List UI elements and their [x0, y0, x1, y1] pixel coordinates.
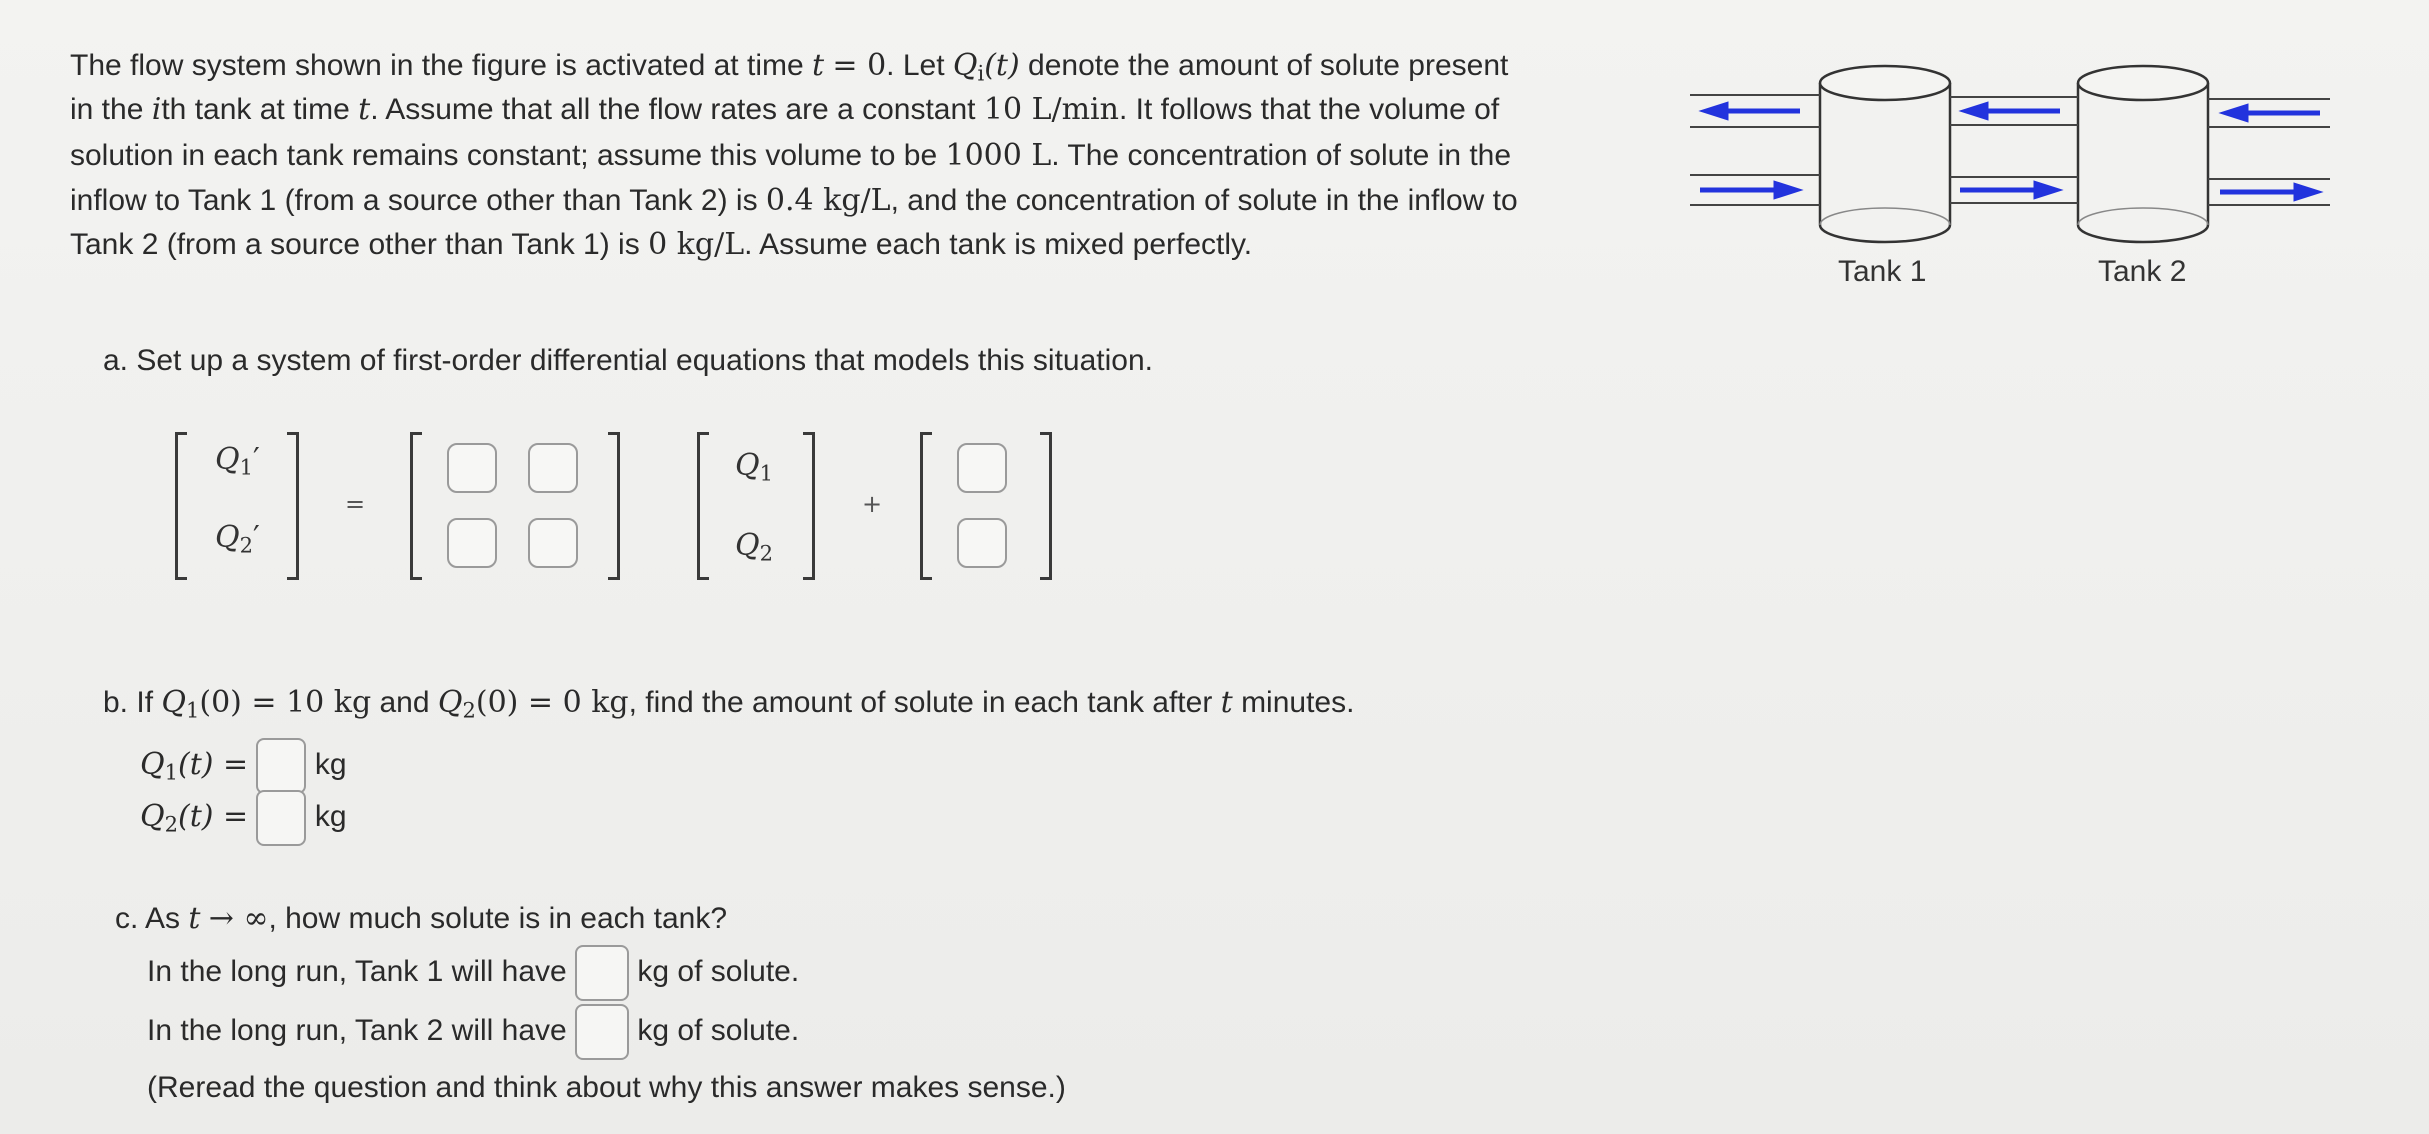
tank-2-drawing [2078, 66, 2208, 242]
intro-text: . Let [886, 49, 945, 82]
lhs-q1-prime: $Q_1'$ [215, 442, 260, 480]
bracket-right [1040, 432, 1052, 580]
unit-kg: kg [314, 800, 347, 833]
math-t: t [358, 92, 371, 127]
tank-2-label: Tank 2 [2098, 255, 2187, 288]
intro-line-1 [70, 45, 1508, 94]
bracket-left [697, 432, 709, 580]
q1-answer-row: $Q_1(t)$ = kg [140, 735, 347, 802]
intro-text: . It follows that the volume of [1118, 93, 1500, 126]
intro-text: th tank at time [161, 93, 350, 126]
q2-answer-input[interactable] [256, 790, 306, 846]
intro-line-5 [70, 224, 1252, 266]
tank1-longrun-input[interactable] [575, 945, 629, 1001]
intro-text: . Assume that all the flow rates are a constant [370, 93, 976, 126]
matrix-a11-input[interactable] [447, 443, 497, 493]
vec-q2: $Q_2$ [735, 528, 773, 566]
intro-text: solution in each tank remains constant; assume this volume to be [70, 139, 938, 172]
intro-line-2 [70, 89, 1499, 131]
flow-rate: 10 L/min [983, 92, 1119, 127]
concentration-2: 0 kg/L [648, 227, 745, 262]
bracket-right [608, 432, 620, 580]
vector-b1-input[interactable] [957, 443, 1007, 493]
part-b-prompt: b. If $Q_1(0) = 10$ kg and $Q_2(0) = 0$ kg, find the amount of solute in each tank after t minutes. [103, 685, 1355, 723]
intro-line-3 [70, 135, 1511, 177]
intro-line-4 [70, 180, 1518, 222]
unit-kg: kg [314, 748, 347, 781]
intro-text: Tank 2 (from a source other than Tank 1) is [70, 228, 640, 261]
intro-text: The flow system shown in the figure is activated at time [70, 49, 804, 82]
concentration-1: 0.4 kg/L [765, 183, 891, 218]
longrun-tank2-row: In the long run, Tank 2 will have kg of solute. [147, 1001, 799, 1061]
volume: 1000 L [945, 138, 1052, 173]
plus-sign: + [862, 490, 883, 518]
bracket-left [410, 432, 422, 580]
flow-system-figure [1680, 55, 2340, 305]
math-sub: i [977, 61, 985, 86]
reread-note: (Reread the question and think about why this answer makes sense.) [147, 1071, 1066, 1104]
intro-text: . Assume each tank is mixed perfectly. [744, 228, 1253, 261]
math-arg: (t) [984, 48, 1020, 83]
intro-text: denote the amount of solute present [1028, 49, 1509, 82]
intro-text: in the [70, 93, 144, 126]
matrix-a12-input[interactable] [528, 443, 578, 493]
intro-text: , and the concentration of solute in the inflow to [890, 184, 1518, 217]
tank-1-label: Tank 1 [1838, 255, 1927, 288]
part-a-prompt: a. Set up a system of first-order differential equations that models this situation. [103, 344, 1153, 377]
longrun-tank1-row: In the long run, Tank 1 will have kg of solute. [147, 942, 799, 1002]
matrix-a22-input[interactable] [528, 518, 578, 568]
vector-b2-input[interactable] [957, 518, 1007, 568]
equals-sign: = [345, 490, 366, 518]
bracket-right [803, 432, 815, 580]
intro-text: inflow to Tank 1 (from a source other than Tank 2) is [70, 184, 758, 217]
vec-q1: $Q_1$ [735, 448, 773, 486]
q1-answer-input[interactable] [256, 738, 306, 794]
lhs-q2-prime: $Q_2'$ [215, 520, 260, 558]
intro-text: . The concentration of solute in the [1051, 139, 1512, 172]
bracket-right [287, 432, 299, 580]
math-Q: Q [952, 48, 978, 83]
math-i: i [151, 92, 162, 127]
bracket-left [920, 432, 932, 580]
matrix-a21-input[interactable] [447, 518, 497, 568]
q2-answer-row: $Q_2(t)$ = kg [140, 787, 347, 854]
bracket-left [175, 432, 187, 580]
tank2-longrun-input[interactable] [575, 1004, 629, 1060]
math-t: t [812, 48, 825, 83]
part-c-prompt: c. As t → ∞, how much solute is in each tank? [115, 901, 728, 936]
tank-1-drawing [1820, 66, 1950, 242]
math-eq: = 0 [832, 48, 887, 83]
